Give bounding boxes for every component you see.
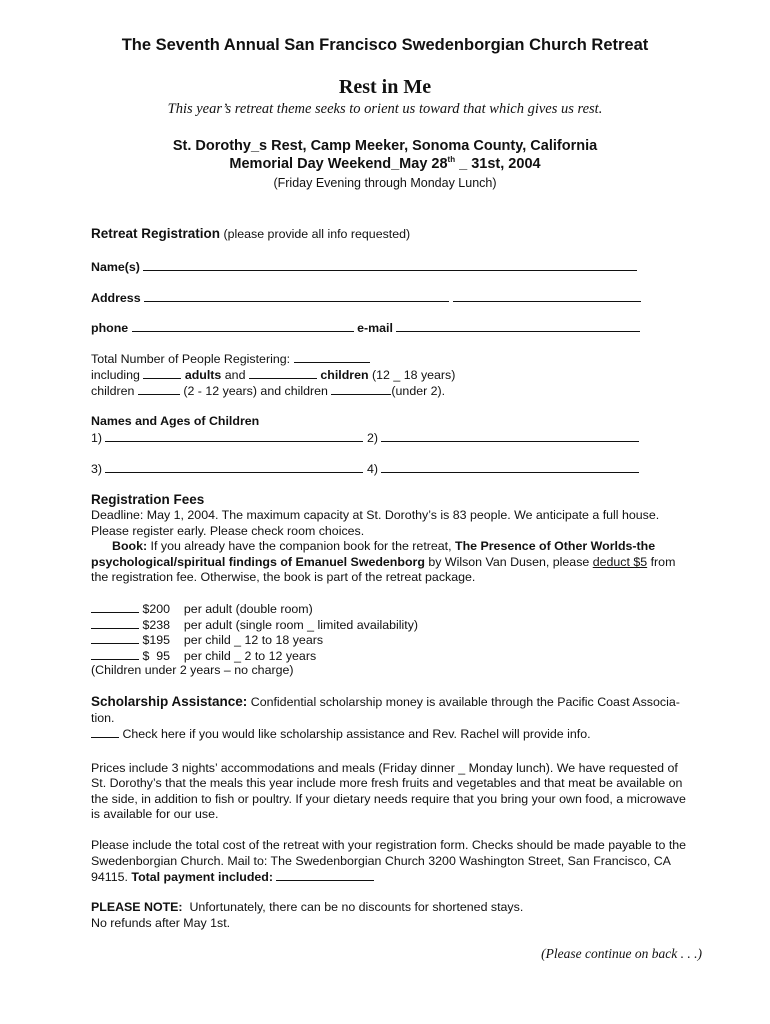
fee-price: $ 95	[142, 649, 171, 663]
address-field-1[interactable]	[144, 290, 449, 302]
total-payment-label: Total payment included:	[131, 870, 274, 884]
location: St. Dorothy_s Rest, Camp Meeker, Sonoma County, California	[172, 138, 598, 154]
children-label: children	[91, 384, 135, 398]
address-label: Address	[91, 291, 141, 305]
note-line-2: No refunds after May 1st.	[91, 916, 231, 930]
address-row	[91, 290, 641, 306]
teens-count-field[interactable]	[249, 367, 317, 379]
including-row	[91, 367, 455, 383]
child-2-label: 2)	[366, 431, 378, 445]
fee-desc: per adult (single room _ limited availability)	[183, 618, 419, 632]
fee-desc: per child _ 2 to 12 years	[183, 649, 317, 663]
total-people-row	[91, 351, 370, 367]
fee-desc: per adult (double room)	[183, 602, 313, 616]
payment-line-1: Please include the total cost of the retreat with your registration form. Checks should be made payable to the	[91, 838, 687, 852]
adults-label: adults	[184, 368, 222, 382]
theme-text: This year’s retreat theme seeks to orient us toward that which gives us rest.	[167, 101, 603, 117]
scholarship-text-1: Confidential scholarship money is available through the Pacific Coast Associa-	[247, 695, 680, 709]
fee-item	[91, 601, 313, 617]
children-count-field[interactable]	[138, 383, 180, 395]
scholarship-check-field[interactable]	[91, 726, 119, 738]
book-label: Book:	[112, 539, 148, 553]
fee-item	[91, 648, 316, 664]
date-sup: th	[447, 155, 456, 164]
book-text-3: from	[647, 555, 676, 569]
prices-line-1: Prices include 3 nights’ accommodations and meals (Friday dinner _ Monday lunch). We have requested of	[91, 761, 678, 775]
note-line-1	[91, 900, 523, 915]
date-suffix: _ 31st, 2004	[455, 155, 541, 172]
fee-price: $238	[142, 618, 171, 632]
adults-count-field[interactable]	[143, 367, 181, 379]
fee-price: $200	[142, 602, 171, 616]
names-row	[91, 259, 637, 275]
child-1-field[interactable]	[105, 430, 363, 442]
total-people-field[interactable]	[294, 351, 370, 363]
note-label: PLEASE NOTE:	[91, 900, 183, 914]
children-names-heading: Names and Ages of Children	[91, 414, 260, 428]
child-2-field[interactable]	[381, 430, 639, 442]
prices-line-3: the side, in addition to fish or poultry. If your dietary needs require that you bring your own food, a microwave	[91, 792, 686, 806]
child-3-field[interactable]	[105, 461, 363, 473]
children-range: (2 - 12 years) and children	[183, 384, 328, 398]
book-line-2	[91, 555, 675, 570]
fee-check-field[interactable]	[91, 648, 139, 660]
book-line-1	[91, 539, 655, 554]
teens-label: children	[320, 368, 369, 382]
prices-line-2: St. Dorothy’s that the meals this year include more fresh fruits and vegetables and that meat be available on	[91, 776, 683, 790]
including-label: including	[91, 368, 140, 382]
retreat-dates	[0, 155, 770, 172]
names-field[interactable]	[143, 259, 637, 271]
note-text: Unfortunately, there can be no discounts for shortened stays.	[182, 900, 524, 914]
fee-desc: per child _ 12 to 18 years	[183, 633, 324, 647]
names-label: Name(s)	[91, 260, 140, 274]
under2-note: (Children under 2 years – no charge)	[91, 663, 294, 677]
payment-zip: 94115.	[91, 870, 132, 884]
email-label: e-mail	[357, 321, 393, 335]
phone-field[interactable]	[132, 320, 354, 332]
infants-label: (under 2).	[391, 384, 446, 398]
book-text-1: If you already have the companion book for the retreat,	[147, 539, 455, 553]
prices-line-4: is available for our use.	[91, 807, 219, 821]
teens-range: (12 _ 18 years)	[372, 368, 456, 382]
child-1-label: 1)	[91, 431, 103, 445]
children-names-row-1	[91, 430, 639, 446]
registration-heading-note: (please provide all info requested)	[220, 227, 411, 241]
phone-label: phone	[91, 321, 129, 335]
and-label: and	[224, 368, 246, 382]
child-3-label: 3)	[91, 462, 103, 476]
fees-line-1: Deadline: May 1, 2004. The maximum capacity at St. Dorothy’s is 83 people. We anticipate a full house.	[91, 508, 660, 522]
book-text-2: by Wilson Van Dusen, please	[424, 555, 593, 569]
scholarship-line-2: tion.	[91, 711, 115, 725]
fees-heading: Registration Fees	[91, 492, 205, 507]
fee-price: $195	[142, 633, 171, 647]
total-label: Total Number of People Registering:	[91, 352, 291, 366]
email-field[interactable]	[396, 320, 640, 332]
retreat-title: The Seventh Annual San Francisco Swedenborgian Church Retreat	[121, 36, 649, 54]
scholarship-line-1	[91, 694, 680, 710]
fee-check-field[interactable]	[91, 617, 139, 629]
address-field-2[interactable]	[453, 290, 641, 302]
contact-row	[91, 320, 640, 336]
child-4-field[interactable]	[381, 461, 639, 473]
payment-line-2: Swedenborgian Church. Mail to: The Swedenborgian Church 3200 Washington Street, San Francisco, CA	[91, 854, 671, 868]
scholarship-check-text: Check here if you would like scholarship assistance and Rev. Rachel will provide info.	[119, 727, 591, 741]
scholarship-heading: Scholarship Assistance:	[91, 694, 248, 709]
fees-line-2: Please register early. Please check room choices.	[91, 524, 365, 538]
children-names-row-2	[91, 461, 639, 477]
fee-item	[91, 617, 418, 633]
book-title-1: The Presence of Other Worlds-the	[455, 539, 656, 553]
child-4-label: 4)	[366, 462, 378, 476]
fee-check-field[interactable]	[91, 601, 139, 613]
date-prefix: Memorial Day Weekend_May 28	[229, 155, 448, 172]
children-row	[91, 383, 445, 399]
fee-check-field[interactable]	[91, 632, 139, 644]
infants-count-field[interactable]	[331, 383, 391, 395]
date-note: (Friday Evening through Monday Lunch)	[273, 176, 497, 190]
scholarship-check-row	[91, 726, 591, 742]
registration-heading	[91, 226, 410, 242]
continue-note: (Please continue on back . . .)	[541, 946, 702, 961]
registration-heading-label: Retreat Registration	[91, 226, 221, 241]
book-line-3: the registration fee. Otherwise, the book is part of the retreat package.	[91, 570, 476, 584]
theme-title: Rest in Me	[338, 76, 432, 98]
book-deduct: deduct $5	[592, 555, 648, 569]
payment-line-3	[91, 869, 374, 885]
total-payment-field[interactable]	[276, 869, 374, 881]
fee-item	[91, 632, 323, 648]
book-title-2: psychological/spiritual findings of Emanuel Swedenborg	[91, 555, 425, 569]
